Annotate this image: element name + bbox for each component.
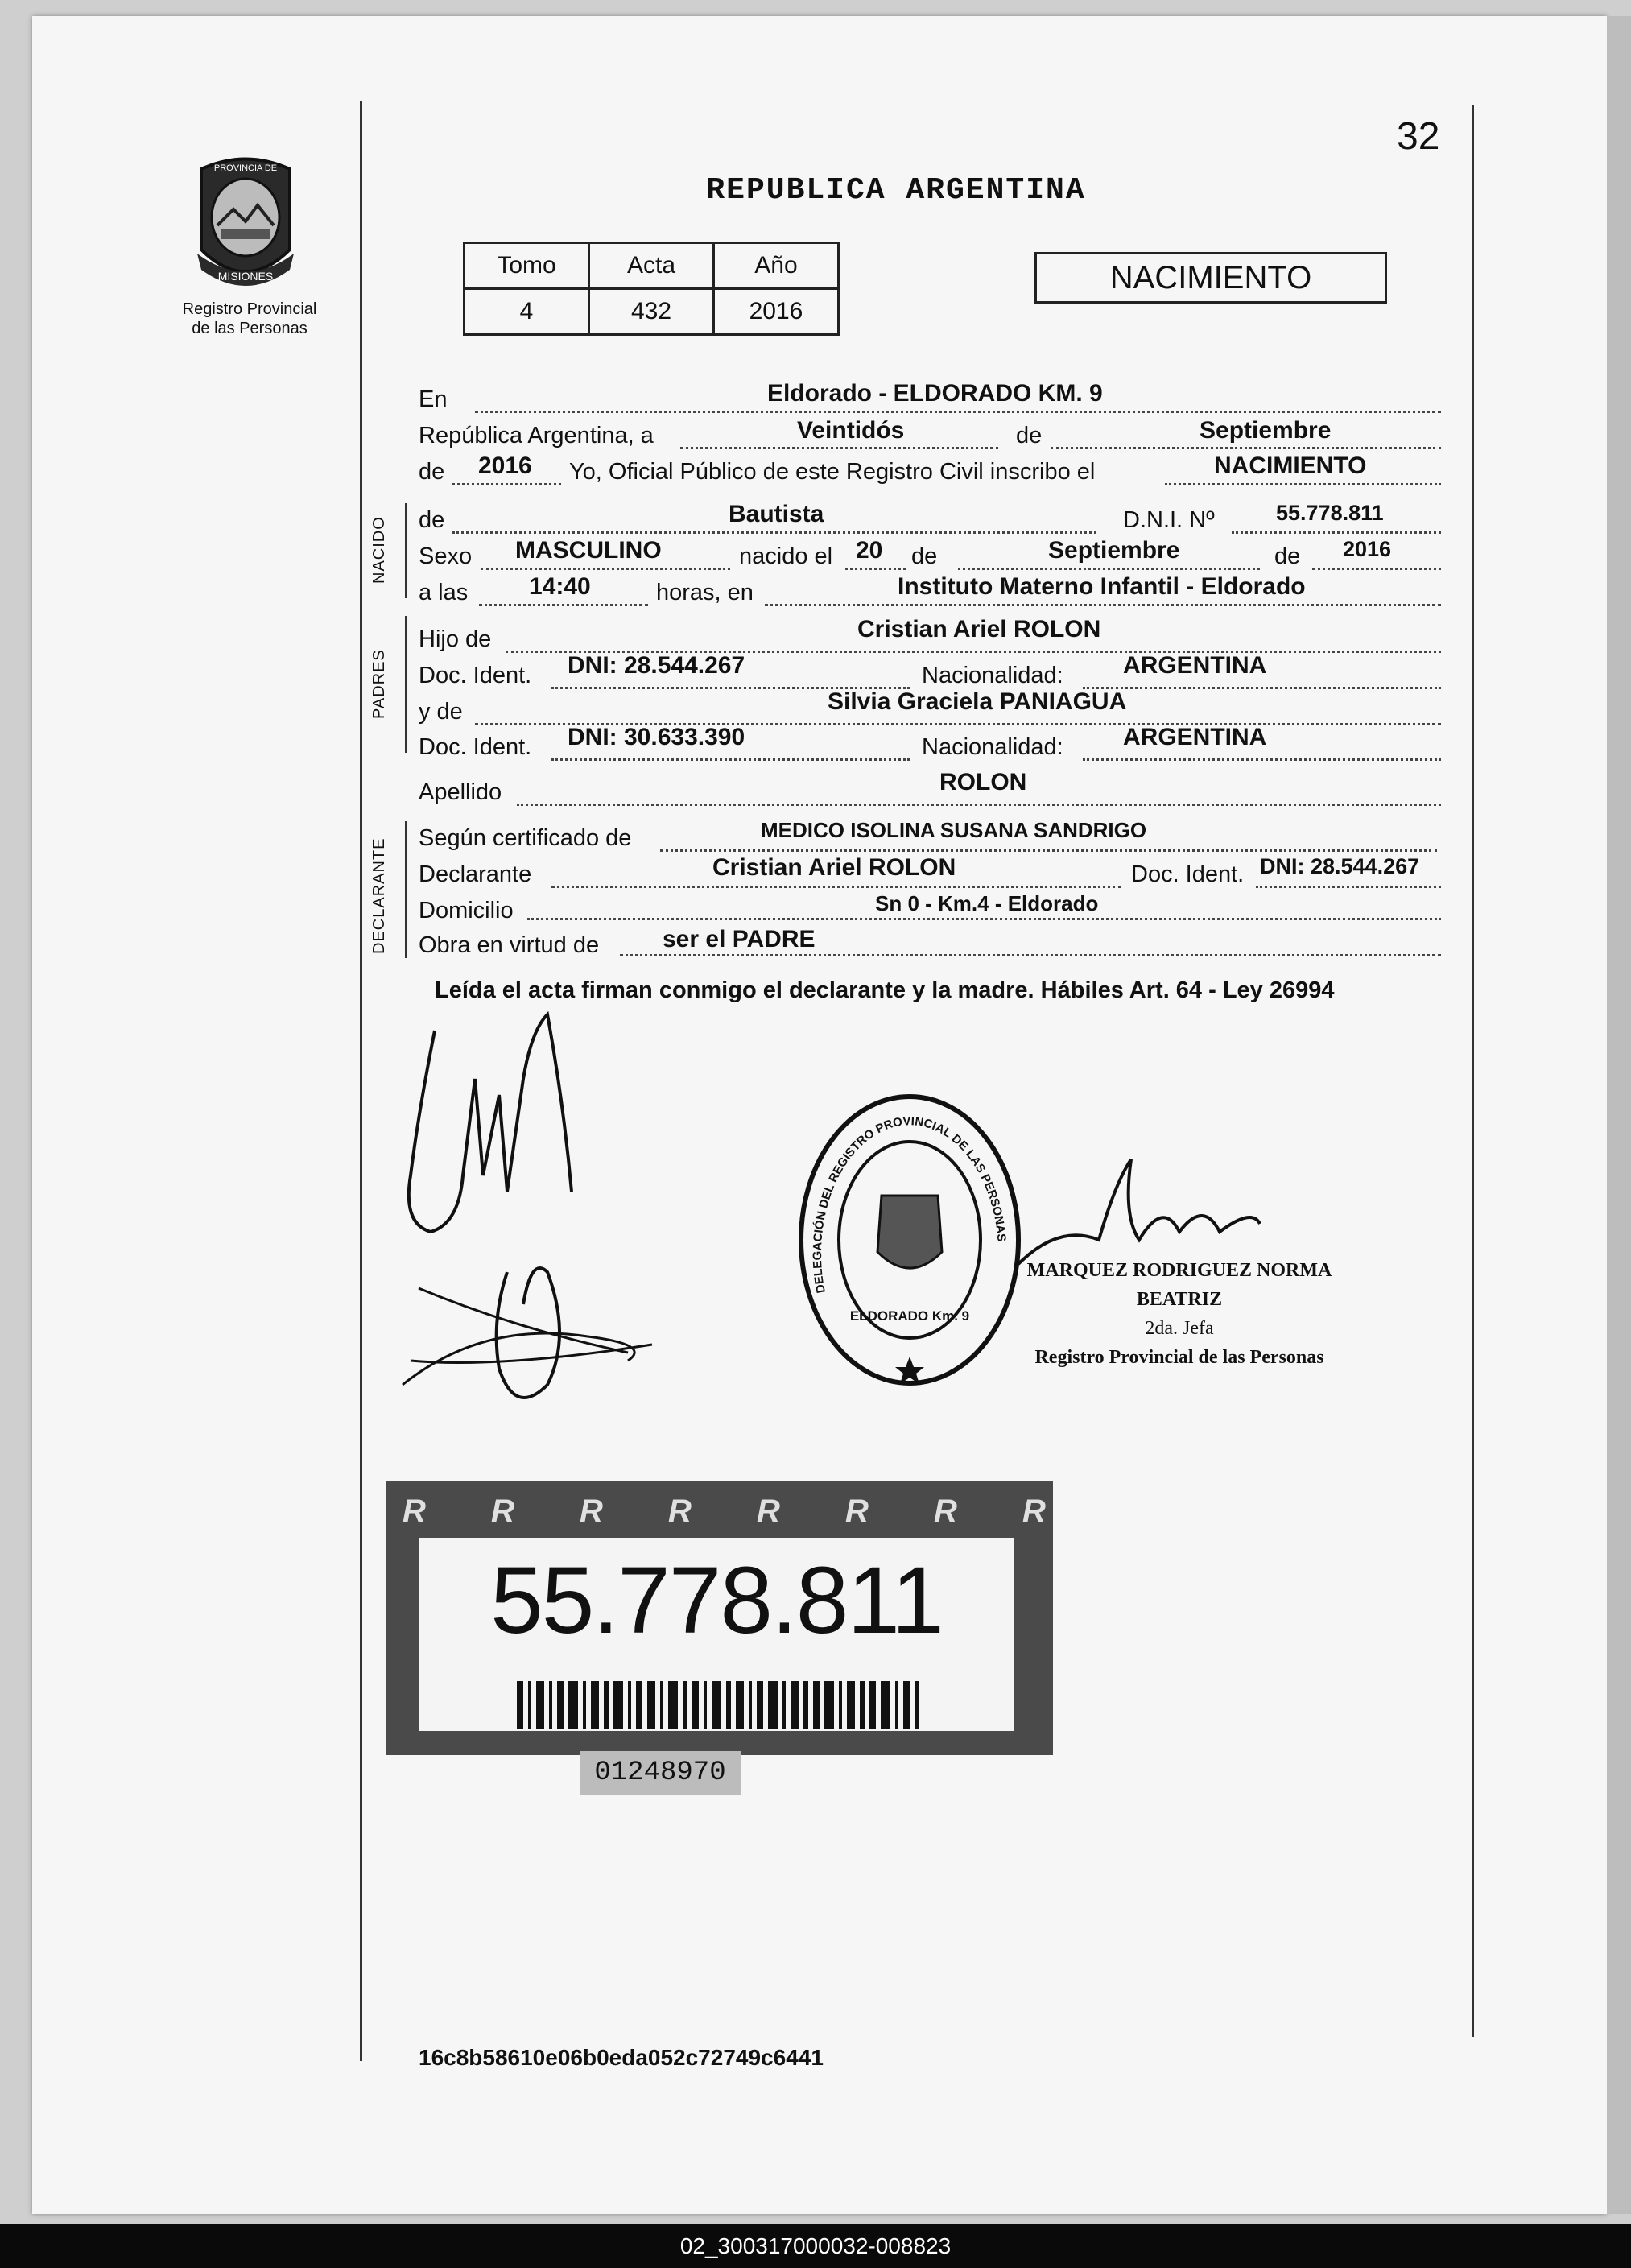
apellido-value: ROLON xyxy=(939,769,1027,795)
dotted-line xyxy=(660,849,1437,852)
stamp-inner-text: ELDORADO Km. 9 xyxy=(849,1308,970,1324)
register-header-tomo: Tomo xyxy=(465,243,589,289)
declarante-label: Declarante xyxy=(419,861,532,887)
horas-en-label: horas, en xyxy=(656,580,754,605)
domicilio-value: Sn 0 - Km.4 - Eldorado xyxy=(875,891,1099,915)
official-name: MARQUEZ RODRIGUEZ NORMA BEATRIZ xyxy=(1026,1260,1332,1310)
register-value-tomo: 4 xyxy=(465,289,589,335)
dotted-line xyxy=(551,758,910,761)
official-signature-block xyxy=(1018,1256,1340,1372)
padre-nombre: Cristian Ariel ROLON xyxy=(857,616,1101,642)
nacido-anio: 2016 xyxy=(1343,537,1392,561)
svg-text:R: R xyxy=(757,1493,780,1529)
lugar-value: Eldorado - ELDORADO KM. 9 xyxy=(767,380,1103,407)
svg-text:R: R xyxy=(934,1493,957,1529)
padre-nac: ARGENTINA xyxy=(1123,652,1267,679)
nacido-de-label: de xyxy=(419,507,445,533)
declarante-doc: DNI: 28.544.267 xyxy=(1260,854,1420,878)
svg-text:R: R xyxy=(845,1493,869,1529)
barcode xyxy=(517,1681,919,1729)
declarante-section-bar xyxy=(405,821,407,958)
y-de-label: y de xyxy=(419,699,463,725)
hijo-de-label: Hijo de xyxy=(419,626,492,652)
register-header-acta: Acta xyxy=(589,243,714,289)
dotted-line xyxy=(1232,531,1441,534)
register-value-acta: 432 xyxy=(589,289,714,335)
madre-doc: DNI: 30.633.390 xyxy=(568,724,745,750)
dotted-line xyxy=(1051,447,1441,449)
nacido-de-label3: de xyxy=(1274,543,1301,569)
dni-label: D.N.I. Nº xyxy=(1123,507,1215,533)
certificado-value: MEDICO ISOLINA SUSANA SANDRIGO xyxy=(761,818,1147,842)
dotted-line xyxy=(620,954,1441,956)
register-header-anio: Año xyxy=(714,243,839,289)
en-label: En xyxy=(419,386,448,412)
emblem-bottom-text: MISIONES xyxy=(217,270,274,283)
nacido-mes: Septiembre xyxy=(1048,537,1180,564)
dia-value: Veintidós xyxy=(797,417,905,444)
padres-section-bar xyxy=(405,616,407,753)
dotted-line xyxy=(452,483,561,485)
sexo-label: Sexo xyxy=(419,543,473,569)
logo-caption xyxy=(157,300,342,338)
register-value-anio: 2016 xyxy=(714,289,839,335)
nacido-dia: 20 xyxy=(856,537,883,564)
dotted-line xyxy=(452,531,1096,534)
document-title: REPUBLICA ARGENTINA xyxy=(706,173,1086,208)
sticker-dni: 55.778.811 xyxy=(490,1547,943,1654)
sexo-value: MASCULINO xyxy=(515,537,662,564)
emblem-top-text: PROVINCIA DE xyxy=(213,163,278,173)
dotted-line xyxy=(479,604,648,606)
svg-text:R: R xyxy=(668,1493,692,1529)
dni-sticker xyxy=(386,1481,1053,1755)
mes-value: Septiembre xyxy=(1200,417,1332,444)
republica-label: República Argentina, a xyxy=(419,423,654,448)
nacido-lugar: Instituto Materno Infantil - Eldorado xyxy=(898,573,1306,600)
nacido-de-label2: de xyxy=(911,543,938,569)
page-edge xyxy=(1607,16,1631,2214)
dotted-line xyxy=(527,918,1441,920)
hora-value: 14:40 xyxy=(529,573,591,600)
right-margin-line xyxy=(1472,105,1474,2037)
dotted-line xyxy=(475,411,1441,413)
padre-doc-label: Doc. Ident. xyxy=(419,663,532,688)
madre-nac: ARGENTINA xyxy=(1123,724,1267,750)
svg-text:R: R xyxy=(1022,1493,1046,1529)
closing-text: Leída el acta firman conmigo el declarante y la madre. Hábiles Art. 64 - Ley 26994 xyxy=(435,977,1335,1003)
sticker-label xyxy=(419,1538,1014,1731)
padre-doc: DNI: 28.544.267 xyxy=(568,652,745,679)
nacido-section-label: NACIDO xyxy=(370,516,388,584)
inscripcion-value: NACIMIENTO xyxy=(1214,452,1367,479)
official-office: Registro Provincial de las Personas xyxy=(1034,1347,1324,1368)
dotted-line xyxy=(551,886,1121,888)
nacido-dni: 55.778.811 xyxy=(1276,501,1384,525)
act-type-box: NACIMIENTO xyxy=(1034,252,1387,304)
declarante-nombre: Cristian Ariel ROLON xyxy=(712,854,956,881)
madre-nombre: Silvia Graciela PANIAGUA xyxy=(828,688,1127,715)
document-hash: 16c8b58610e06b0eda052c72749c6441 xyxy=(419,2045,824,2070)
dotted-line xyxy=(680,447,998,449)
madre-doc-label: Doc. Ident. xyxy=(419,734,532,760)
official-stamp xyxy=(793,1091,1026,1389)
madre-nac-label: Nacionalidad: xyxy=(922,734,1063,760)
dotted-line xyxy=(1312,568,1441,570)
dotted-line xyxy=(1256,886,1441,888)
logo-caption-line2: de las Personas xyxy=(192,320,308,337)
left-margin-line xyxy=(360,101,362,2061)
obra-value: ser el PADRE xyxy=(663,926,816,952)
dotted-line xyxy=(517,804,1441,806)
stamp-text: DELEGACIÓN DEL REGISTRO PROVINCIAL DE LAS PERSONAS xyxy=(810,1114,1009,1295)
padre-nac-label: Nacionalidad: xyxy=(922,663,1063,688)
obra-label: Obra en virtud de xyxy=(419,932,600,958)
de-label: de xyxy=(1016,423,1043,448)
declarante-section-label xyxy=(370,920,389,954)
page-number: 32 xyxy=(1397,115,1440,158)
nacido-el-label: nacido el xyxy=(739,543,833,569)
dotted-line xyxy=(1165,483,1441,485)
dotted-line xyxy=(1083,758,1441,761)
anio-value: 2016 xyxy=(478,452,532,479)
official-role: 2da. Jefa xyxy=(1145,1318,1214,1339)
nacido-section-bar xyxy=(405,503,407,598)
serial-number: 01248970 xyxy=(580,1751,741,1795)
domicilio-label: Domicilio xyxy=(419,898,514,923)
apellido-label: Apellido xyxy=(419,779,502,805)
padres-section-label xyxy=(370,685,389,719)
svg-text:R: R xyxy=(403,1493,426,1529)
logo-caption-line1: Registro Provincial xyxy=(182,300,317,318)
inscribo-label: Yo, Oficial Público de este Registro Civil inscribo el xyxy=(569,459,1096,485)
dotted-line xyxy=(958,568,1260,570)
svg-text:R: R xyxy=(580,1493,603,1529)
svg-text:R: R xyxy=(491,1493,514,1529)
register-table xyxy=(463,242,840,336)
a-las-label: a las xyxy=(419,580,469,605)
certificado-label: Según certificado de xyxy=(419,825,632,851)
footer-id: 02_300317000032-008823 xyxy=(0,2224,1631,2268)
dotted-line xyxy=(845,568,906,570)
de2-label: de xyxy=(419,459,445,485)
nacido-nombre: Bautista xyxy=(729,501,824,527)
declarante-doc-label: Doc. Ident. xyxy=(1131,861,1245,887)
dotted-line xyxy=(481,568,730,570)
dotted-line xyxy=(765,604,1441,606)
declarante-signature xyxy=(386,982,676,1433)
dotted-line xyxy=(1083,687,1441,689)
